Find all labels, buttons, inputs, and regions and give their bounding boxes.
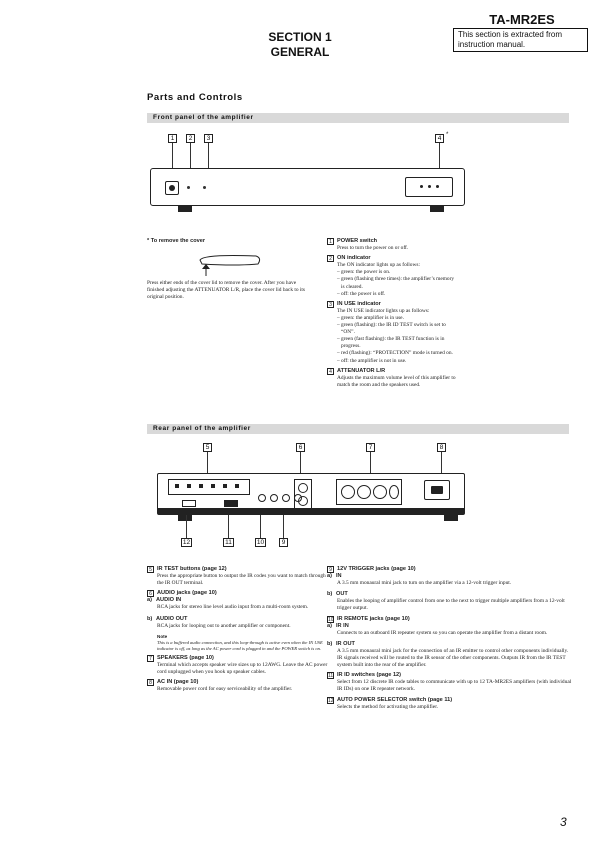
callout-12: 12 (182, 539, 191, 546)
leader-line (441, 452, 442, 474)
cover-removal-illustration (196, 250, 266, 276)
model-number: TA-MR2ES (489, 12, 555, 27)
trigger-jack (282, 494, 290, 502)
section-title (210, 30, 390, 60)
callout-10: 10 (256, 539, 265, 546)
section-number: SECTION 1 (268, 30, 332, 44)
callout-5: 5 (203, 443, 212, 452)
ac-in-socket (424, 480, 450, 500)
item-12v-trigger: 9 12V TRIGGER jacks (page 10) a) IN A 3.5 mm monaural mini jack to turn on the amplifier via a 12-volt trigger input. b) OUT Enables the looping of amplifier control from one to the next to trigger multiple amplifiers from a 12-volt trigger output. (327, 566, 565, 612)
callout-9: 9 (279, 538, 288, 547)
rear-items-left (147, 566, 330, 696)
parts-title: Parts and Controls (147, 92, 243, 103)
front-foot (178, 206, 192, 212)
front-panel-drawing (150, 168, 465, 206)
ir-id-switch (224, 500, 238, 507)
leader-line (260, 515, 261, 538)
asterisk-mark: * (446, 132, 449, 138)
item-ac-in: 8 AC IN (page 10) Removable power cord for easy serviceability of the amplifier. (147, 679, 330, 693)
leader-line (370, 452, 371, 474)
item-power-switch: 1 POWER switch Press to turn the power on or off. (327, 238, 572, 252)
callout-7: 7 (366, 443, 375, 452)
auto-power-selector-switch (182, 500, 196, 507)
item-attenuator: 4 ATTENUATOR L/R Adjusts the maximum volume level of this amplifier to match the room and the speakers used. (327, 368, 572, 389)
cover-text: Press either ends of the cover lid to remove the cover. After you have finished adjusting the ATTENUATOR L/R, place the cover lid back to its original position. (147, 280, 305, 301)
page-number: 3 (560, 815, 567, 829)
callout-3: 3 (204, 134, 213, 143)
callout-6: 6 (296, 443, 305, 452)
leader-line (300, 452, 301, 474)
on-indicator-led (187, 186, 190, 189)
rear-foot (178, 515, 192, 521)
speaker-terminals (336, 479, 402, 505)
front-items-list (327, 238, 572, 392)
callout-11: 11 (223, 538, 234, 547)
leader-line (283, 515, 284, 538)
item-audio-jacks: 6 AUDIO jacks (page 10) a) AUDIO IN RCA jacks for stereo line level audio input from a multi-room system. b) AUDIO OUT RCA jacks for looping out to another amplifier or component. Note This is a buffered audio connection, and this loop-through is active even when the IN USE indicator is off, as long as the AC power cord is plugged in and the POWER switch is on. (147, 590, 330, 652)
note-text: This is a buffered audio connection, and this loop-through is active even when the IN USE indicator is off, as long as the AC power cord is plugged in and the POWER switch is on. (157, 639, 323, 651)
rear-label-strip (158, 508, 464, 514)
item-speakers: 7 SPEAKERS (page 10) Terminal which accepts speaker wire sizes up to 12AWG. Leave the AC power cord unplugged when you hook up speaker cables. (147, 655, 330, 676)
ir-test-buttons-area (168, 479, 250, 495)
item-on-indicator: 2 ON indicator The ON indicator lights up as follows: – green: the power is on. – green (flashing three times): the amplifier’s memory is cleared. – off: the power is off. (327, 255, 572, 298)
front-foot (430, 206, 444, 212)
rear-panel-drawing (157, 473, 465, 515)
in-use-indicator-led (203, 186, 206, 189)
ir-remote-jack (258, 494, 266, 502)
item-ir-remote: 10 IR REMOTE jacks (page 10) a) IR IN Connects to an outboard IR repeater system so you can operate the amplifier from a distant room. b) IR OUT A 3.5 mm monaural mini jack for the connection of an IR emitter to control other components individually. IR signals received will be routed to the IR sensor of the other components. Outputs IR from the IR TEST system built into the rear of the amplifier. (327, 615, 569, 669)
cover-lid (405, 177, 453, 197)
item-in-use-indicator: 3 IN USE indicator The IN USE indicator lights up as follows: – green: the amplifier is in use. – green (flashing): the IR ID TEST switch is set to “ON”. – green (fast flashing): the IR TEST function is in progress. – red (flashing): “PROTECTION” mode is turned on. – off: the amplifier is not in use. (327, 301, 572, 365)
note-heading: Note (157, 633, 168, 639)
section-name: GENERAL (270, 45, 330, 59)
callout-8: 8 (437, 443, 446, 452)
cover-title: * To remove the cover (147, 238, 206, 244)
leader-line (186, 515, 187, 538)
callout-2: 2 (186, 134, 195, 143)
ir-remote-jack (270, 494, 278, 502)
rear-panel-bar: Rear panel of the amplifier (147, 424, 569, 434)
item-ir-id-switches: 11 IR ID switches (page 12) Select from 12 discrete IR code tables to communicate with up to 12 TA-MR2ES amplifiers (with individual IR IDs) on one IR repeater network. (328, 672, 572, 693)
callout-1: 1 (168, 134, 177, 143)
front-panel-bar: Front panel of the amplifier (147, 113, 569, 123)
callout-4: 4 (435, 134, 444, 143)
rear-foot (444, 515, 458, 521)
leader-line (228, 515, 229, 538)
power-switch (165, 181, 179, 195)
extracted-note: This section is extracted from instruction manual. (453, 28, 588, 52)
audio-jacks (294, 479, 312, 509)
rear-items-right (327, 566, 572, 714)
item-ir-test-buttons: 5 IR TEST buttons (page 12) Press the appropriate button to output the IR codes you want to match through the IR OUT terminal. (147, 566, 330, 587)
item-auto-power-selector: 12 AUTO POWER SELECTOR switch (page 11) Selects the method for activating the amplifier. (328, 696, 453, 710)
